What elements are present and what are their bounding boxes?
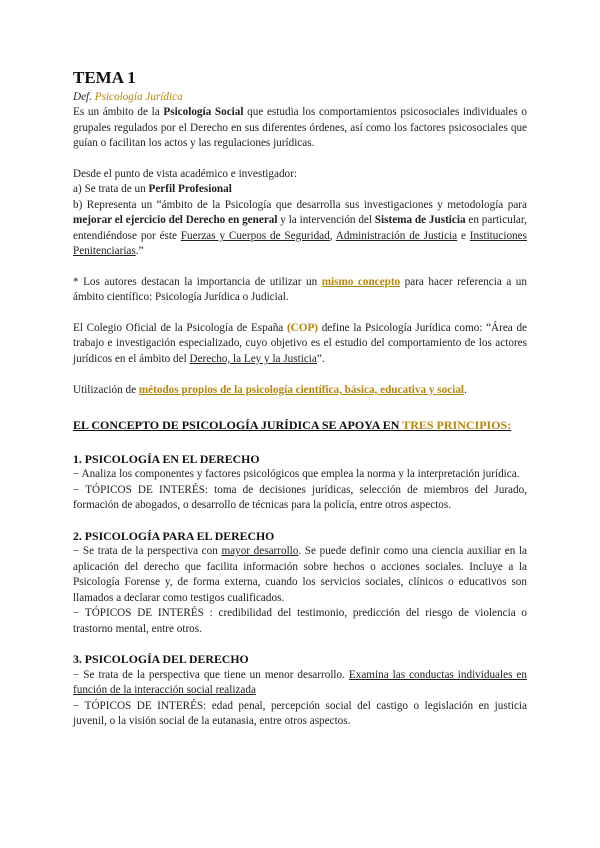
section-2-heading: 2. PSICOLOGÍA PARA EL DERECHO xyxy=(73,529,275,544)
section-3-heading: 3. PSICOLOGÍA DEL DERECHO xyxy=(73,652,249,667)
item-b-bold-2: Sistema de Justicia xyxy=(374,214,466,227)
academic-item-b xyxy=(73,198,527,260)
section-2-paragraph-2: − TÓPICOS DE INTERÉS : credibilidad del testimonio, predicción del riesgo de violencia o trastorno mental, entre otros. xyxy=(73,607,527,635)
cop-underline: Derecho, la Ley y la Justicia xyxy=(189,352,317,365)
cop-paragraph xyxy=(73,321,527,367)
section-3-text-1: − Se trata de la perspectiva que tiene un menor desarrollo. xyxy=(73,668,349,681)
note-text-1: * Los autores destacan la importancia de utilizar un xyxy=(73,275,322,288)
item-a-text: a) Se trata de un xyxy=(73,183,149,196)
principles-heading-highlight: TRES PRINCIPIOS: xyxy=(402,418,512,433)
section-1-paragraph-2: − TÓPICOS DE INTERÉS: toma de decisiones jurídicas, selección de miembros del Jurado, formación de abogados, o desarrollo de técnicas para la policía, entre otros aspectos. xyxy=(73,483,527,512)
methods-paragraph xyxy=(73,383,527,398)
cop-text-1: El Colegio Oficial de la Psicología de España xyxy=(73,322,287,335)
intro-text-2: que estudia los comportamientos psicosociales individuales o grupales regulados por el Derecho en sus diferentes órdenes, así como los factores psicosociales que guían o facilitan los actos y las regulaciones jurídicas. xyxy=(73,106,527,150)
note-text-2: para hacer referencia a un ámbito científico: Psicología Jurídica o Judicial. xyxy=(73,275,527,304)
definition-line xyxy=(73,90,527,105)
section-3-underline: Examina las conductas individuales en función de la interacción social realizada xyxy=(73,668,527,697)
note-highlight: mismo concepto xyxy=(321,275,401,288)
intro-bold-psicologia-social: Psicología Social xyxy=(163,106,244,119)
item-b-text-5: e xyxy=(457,229,470,242)
item-b-text-2: y la intervención del xyxy=(277,214,375,227)
section-2-text-1: − Se trata de la perspectiva con xyxy=(73,545,222,558)
section-1-heading: 1. PSICOLOGÍA EN EL DERECHO xyxy=(73,452,260,467)
item-a-bold: Perfil Profesional xyxy=(148,183,232,196)
academic-lead: Desde el punto de vista académico e investigador: xyxy=(73,168,297,181)
definition-term: Psicología Jurídica xyxy=(94,91,183,103)
section-3-paragraph-1 xyxy=(73,668,527,699)
page-title: TEMA 1 xyxy=(73,68,136,87)
cop-text-3: ”. xyxy=(316,352,325,365)
item-b-underline-1: Fuerzas y Cuerpos de Seguridad xyxy=(180,229,330,242)
item-b-underline-2: Administración de Justicia xyxy=(335,229,458,242)
item-b-text-3: en particular, entendiéndose por éste xyxy=(73,214,527,242)
section-3-paragraph-2: − TÓPICOS DE INTERÉS: edad penal, percepción social del castigo o legislación en justicia juvenil, o la visión social de la eutanasia, entre otros aspectos. xyxy=(73,699,527,727)
note-paragraph xyxy=(73,275,527,306)
item-b-underline-3: Instituciones Penitenciarias xyxy=(73,229,527,258)
academic-item-a xyxy=(73,182,527,197)
cop-highlight: (COP) xyxy=(286,322,319,335)
definition-prefix: Def. xyxy=(73,91,92,103)
methods-text-2: . xyxy=(464,383,467,396)
principles-heading xyxy=(73,417,527,433)
item-b-text-6: .” xyxy=(135,245,144,258)
section-2-underline: mayor desarrollo xyxy=(221,545,299,558)
section-1-paragraph-1: − Analiza los componentes y factores psicológicos que emplea la norma y la interpretación jurídica. xyxy=(73,468,520,481)
item-b-text-1: b) Representa un “ámbito de la Psicología que desarrolla sus investigaciones y metodología para xyxy=(73,198,527,211)
methods-text-1: Utilización de xyxy=(73,383,139,396)
cop-text-2: define la Psicología Jurídica como: “Área de trabajo e investigación especializado, cuyo objetivo es el estudio del comportamiento de los actores jurídicos en el ámbito del xyxy=(73,322,528,365)
item-b-bold-1: mejorar el ejercicio del Derecho en general xyxy=(73,214,278,227)
section-2-text-2: . Se puede definir como una ciencia auxiliar en la aplicación del derecho que facilita información sobre hechos o acciones sociales. Incluye a la Psicología Forense y, de forma externa, cuando los servicios sociales, clínicos o educativos son llamados a declarar como testigos cualificados. xyxy=(73,545,527,604)
methods-highlight: métodos propios de la psicología científica, básica, educativa y social xyxy=(138,383,465,396)
intro-text-1: Es un ámbito de la xyxy=(73,106,164,119)
item-b-text-4: , xyxy=(329,229,336,242)
intro-paragraph xyxy=(73,105,527,151)
section-2-paragraph-1 xyxy=(73,544,527,606)
principles-heading-text: EL CONCEPTO DE PSICOLOGÍA JURÍDICA SE APOYA EN xyxy=(73,418,403,433)
